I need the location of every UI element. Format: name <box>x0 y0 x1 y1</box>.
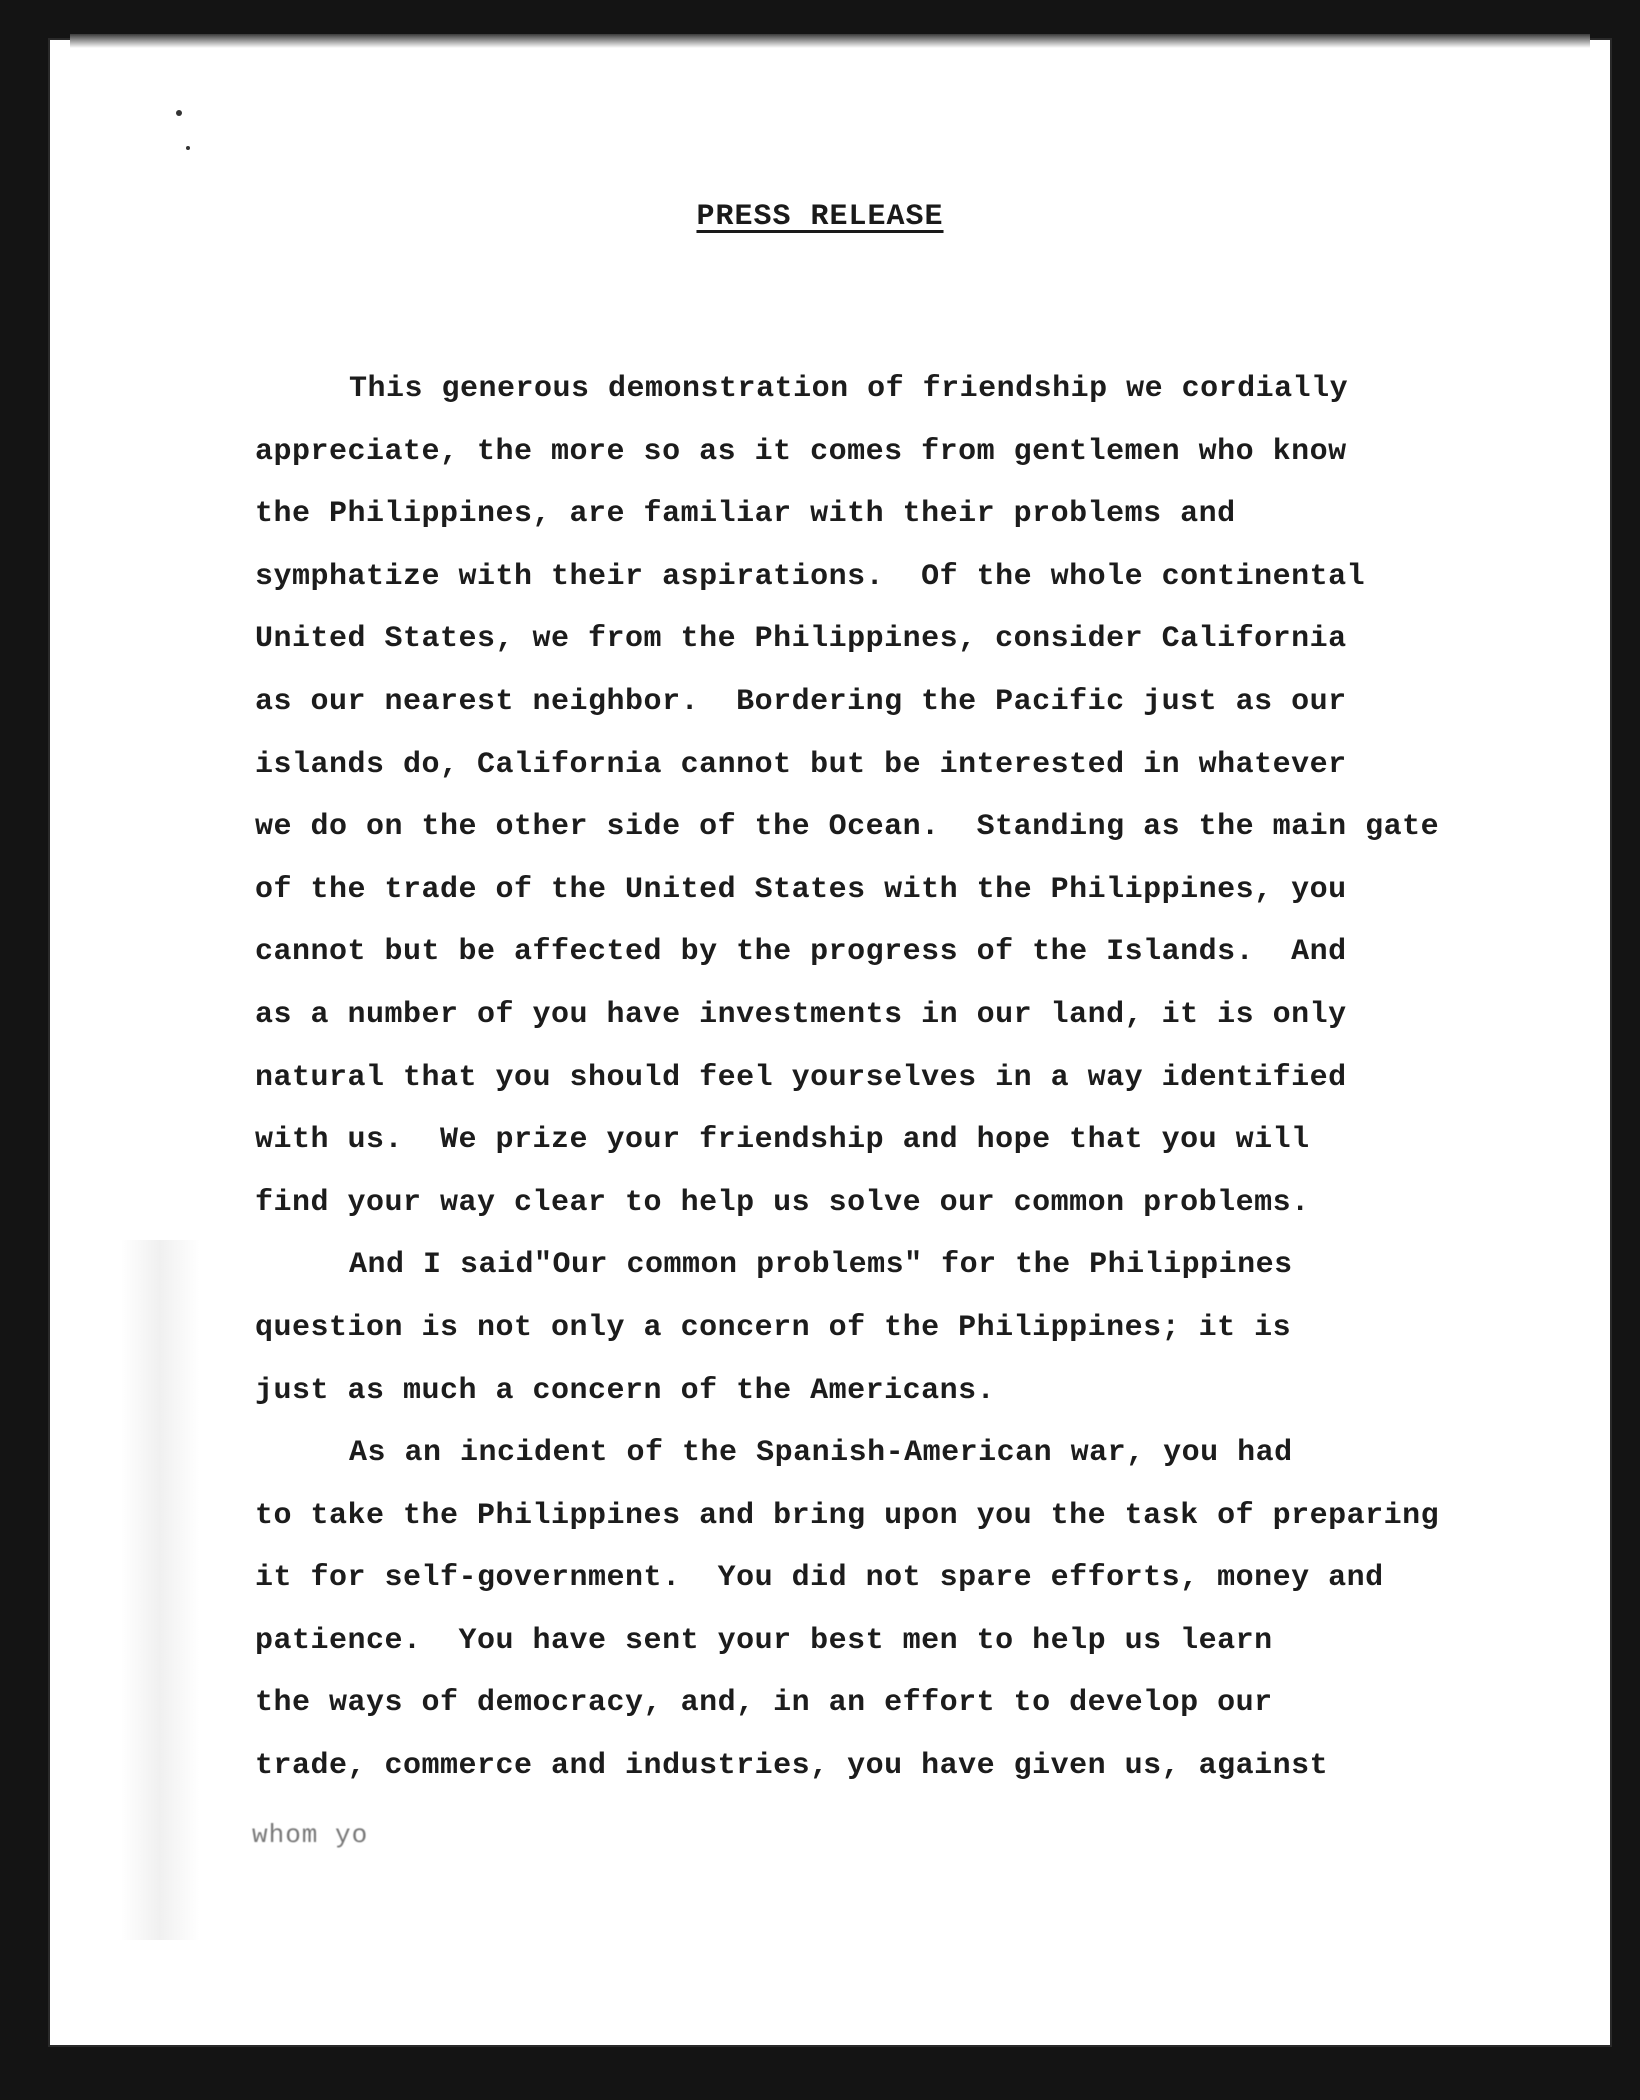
text-line: with us. We prize your friendship and hope that you will <box>255 1123 1310 1158</box>
text-line: the ways of democracy, and, in an effort to develop our <box>255 1686 1273 1721</box>
text-line: it for self-government. You did not spare efforts, money and <box>255 1561 1384 1596</box>
body-text <box>255 358 1575 1798</box>
text-line: the Philippines, are familiar with their problems and <box>255 497 1236 532</box>
text-line: question is not only a concern of the Philippines; it is <box>255 1310 1292 1345</box>
text-line: find your way clear to help us solve our common problems. <box>255 1185 1310 1220</box>
page-top-edge <box>70 34 1590 48</box>
text-line: As an incident of the Spanish-American war, you had <box>349 1436 1293 1471</box>
text-line: And I said"Our common problems" for the Philippines <box>349 1248 1293 1283</box>
margin-smudge <box>120 1240 200 1940</box>
text-line: patience. You have sent your best men to help us learn <box>255 1623 1273 1658</box>
text-line: This generous demonstration of friendship we cordially <box>349 372 1349 406</box>
text-line: cannot but be affected by the progress of the Islands. And <box>255 935 1347 970</box>
text-line: of the trade of the United States with the Philippines, you <box>255 872 1347 907</box>
text-line: we do on the other side of the Ocean. Standing as the main gate <box>255 810 1440 845</box>
ink-speck <box>186 146 190 150</box>
text-line: trade, commerce and industries, you have given us, against <box>255 1749 1329 1784</box>
ink-speck <box>176 110 182 116</box>
text-line: islands do, California cannot but be interested in whatever <box>255 747 1347 782</box>
text-line: appreciate, the more so as it comes from gentlemen who know <box>255 434 1347 469</box>
page-title: PRESS RELEASE <box>696 200 944 234</box>
text-line: United States, we from the Philippines, consider California <box>255 622 1347 657</box>
text-line: just as much a concern of the Americans. <box>255 1373 996 1408</box>
text-line: to take the Philippines and bring upon you the task of preparing <box>255 1498 1440 1533</box>
text-line: natural that you should feel yourselves in a way identified <box>255 1060 1347 1095</box>
paper-page <box>50 40 1610 2045</box>
text-line: symphatize with their aspirations. Of the whole continental <box>255 559 1366 594</box>
text-line: as a number of you have investments in our land, it is only <box>255 997 1347 1032</box>
carryover-text: whom yo <box>252 1820 369 1850</box>
text-line: as our nearest neighbor. Bordering the Pacific just as our <box>255 684 1347 719</box>
